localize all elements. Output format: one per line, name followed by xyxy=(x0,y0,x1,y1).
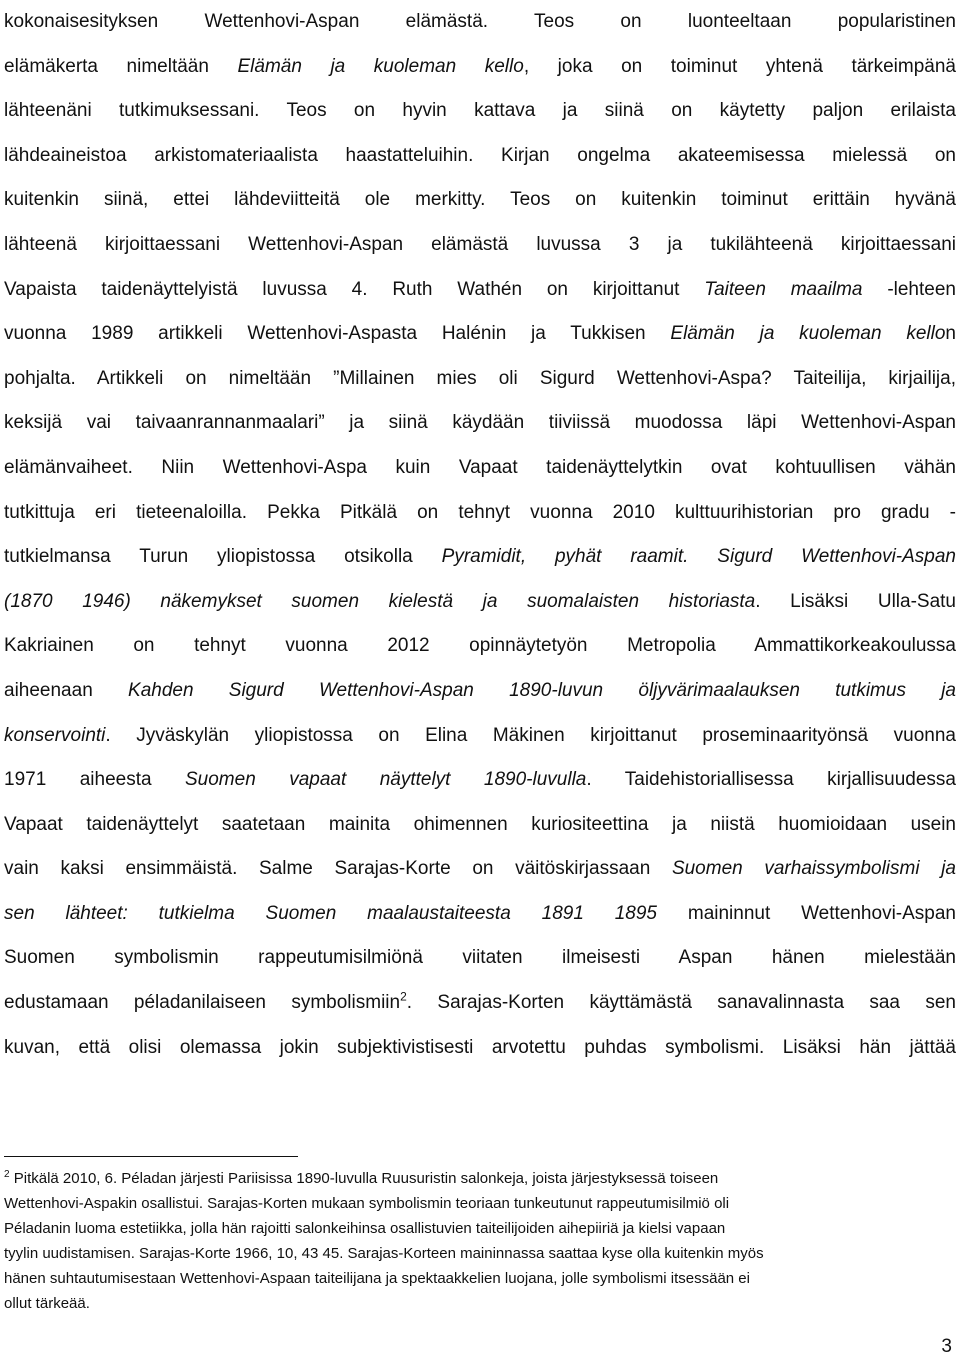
text-line: elämänvaiheet. Niin Wettenhovi-Aspa kuin Vapaat taidenäyttelytkin ovat kohtuullisen vähän xyxy=(4,456,956,478)
text-line xyxy=(4,758,956,803)
footnote-line: tyylin uudistamisen. Sarajas-Korte 1966, 10, 43 45. Sarajas-Korteen maininnassa saattaa kyse olla kuitenkin myös xyxy=(4,1245,764,1262)
text-run: vain kaksi ensimmäistä. Salme Sarajas-Korte on väitöskirjassaan xyxy=(4,858,672,880)
thesis-title: Pyramidit, pyhät raamit. Sigurd Wettenhovi-Aspan xyxy=(441,546,956,568)
text-run: . Sarajas-Korten käyttämästä sanavalinnasta saa sen xyxy=(406,992,956,1014)
text-line: lähdeaineistoa arkistomateriaalista haastatteluihin. Kirjan ongelma akateemisessa mielessä on xyxy=(4,144,956,166)
thesis-title: Suomen vapaat näyttelyt 1890-luvulla xyxy=(185,769,587,791)
text-line: tutkittuja eri tieteenaloilla. Pekka Pitkälä on tehnyt vuonna 2010 kulttuurihistorian pro gradu - xyxy=(4,501,956,523)
text-line: Vapaat taidenäyttelyt saatetaan mainita ohimennen kuriositeettina ja niistä huomioidaan usein xyxy=(4,813,956,835)
text-run: tutkielmansa Turun yliopistossa otsikolla xyxy=(4,546,442,568)
footnote xyxy=(4,1166,956,1316)
text-run: aiheenaan xyxy=(4,679,129,701)
text-line: Kakriainen on tehnyt vuonna 2012 opinnäytetyön Metropolia Ammattikorkeakoulussa xyxy=(4,635,956,657)
footnote-line xyxy=(4,1166,956,1191)
footnote-divider xyxy=(4,1156,298,1157)
text-line xyxy=(4,312,956,357)
text-line xyxy=(4,847,956,892)
text-line xyxy=(4,714,956,759)
text-run: elämäkerta nimeltään xyxy=(4,55,238,77)
text-run: Pitkälä 2010, 6. Péladan järjesti Pariisissa 1890-luvulla Ruusuristin salonkeja, joista järjestyksessä toiseen xyxy=(9,1170,719,1187)
text-run: . Jyväskylän yliopistossa on Elina Mäkinen kirjoittanut proseminaarityönsä vuonna xyxy=(105,724,956,746)
text-run: maininnut Wettenhovi-Aspan xyxy=(657,902,956,924)
text-line: pohjalta. Artikkeli on nimeltään ”Millainen mies oli Sigurd Wettenhovi-Aspa? Taiteilija, kirjailija, xyxy=(4,367,956,389)
text-line xyxy=(4,268,956,313)
text-line xyxy=(4,669,956,714)
text-run: , joka on toiminut yhtenä tärkeimpänä xyxy=(523,55,956,77)
footnote-line: Péladanin luoma estetiikka, jolla hän rajoitti salonkeihinsa osallistuvien taiteilijoiden aihepiiriä ja kielsi vapaan xyxy=(4,1220,726,1237)
text-run: n xyxy=(945,323,956,345)
text-run: Vapaista taidenäyttelyistä luvussa 4. Ruth Wathén on kirjoittanut xyxy=(4,278,705,300)
book-title: Elämän ja kuoleman kello xyxy=(237,55,524,77)
text-run: vuonna 1989 artikkeli Wettenhovi-Aspasta Halénin ja Tukkisen xyxy=(4,323,671,345)
text-line: keksijä vai taivaanrannanmaalari” ja siinä käydään tiiviissä muodossa läpi Wettenhovi-Aspan xyxy=(4,412,956,434)
footnote-ref[interactable]: 2 xyxy=(400,989,407,1004)
text-run: . Lisäksi Ulla-Satu xyxy=(755,590,956,612)
footnote-line: Wettenhovi-Aspakin osallistui. Sarajas-Korten mukaan symbolismin teoriaan tunkeutunut rappeutumisilmiö oli xyxy=(4,1195,730,1212)
footnote-number: 2 xyxy=(4,1169,10,1180)
footnote-line: hänen suhtautumisestaan Wettenhovi-Aspaan taiteilijana ja spektaakkelien luojana, jolle symbolismi itsessään ei xyxy=(4,1270,750,1287)
text-line: kokonaisesityksen Wettenhovi-Aspan elämästä. Teos on luonteeltaan popularistinen xyxy=(4,11,956,32)
footnote-line: ollut tärkeää. xyxy=(4,1295,90,1312)
text-run: edustamaan péladanilaiseen symbolismiin xyxy=(4,992,401,1014)
body-paragraph xyxy=(4,0,956,1070)
text-run: -lehteen xyxy=(862,278,956,300)
text-line xyxy=(4,580,956,625)
magazine-title: Taiteen maailma xyxy=(704,278,863,300)
text-run: 1971 aiheesta xyxy=(4,769,185,791)
text-line: lähteenä kirjoittaessani Wettenhovi-Aspan elämästä luvussa 3 ja tukilähteenä kirjoittaessani xyxy=(4,233,956,255)
text-line xyxy=(4,981,956,1026)
text-line xyxy=(4,535,956,580)
thesis-title: Kahden Sigurd Wettenhovi-Aspan 1890-luvun öljyvärimaalauksen tutkimus ja xyxy=(128,679,956,701)
text-line: lähteenäni tutkimuksessani. Teos on hyvin kattava ja siinä on käytetty paljon erilaista xyxy=(4,100,956,122)
text-line: Suomen symbolismin rappeutumisilmiönä viitaten ilmeisesti Aspan hänen mielestään xyxy=(4,947,956,969)
thesis-title: konservointi xyxy=(4,724,106,746)
text-run: . Taidehistoriallisessa kirjallisuudessa xyxy=(586,769,956,791)
book-title: Elämän ja kuoleman kello xyxy=(670,323,946,345)
text-line: kuitenkin siinä, ettei lähdeviitteitä ole merkitty. Teos on kuitenkin toiminut erittäin hyvänä xyxy=(4,189,956,211)
dissertation-title: sen lähteet: tutkielma Suomen maalaustaiteesta 1891 1895 xyxy=(4,902,658,924)
thesis-title: (1870 1946) näkemykset suomen kielestä ja suomalaisten historiasta xyxy=(4,590,756,612)
dissertation-title: Suomen varhaissymbolismi ja xyxy=(671,858,956,880)
text-line xyxy=(4,45,956,90)
text-line: kuvan, että olisi olemassa jokin subjektivistisesti arvotettu puhdas symbolismi. Lisäksi hän jättää xyxy=(4,1036,956,1058)
page-number: 3 xyxy=(941,1336,952,1357)
text-line xyxy=(4,892,956,937)
